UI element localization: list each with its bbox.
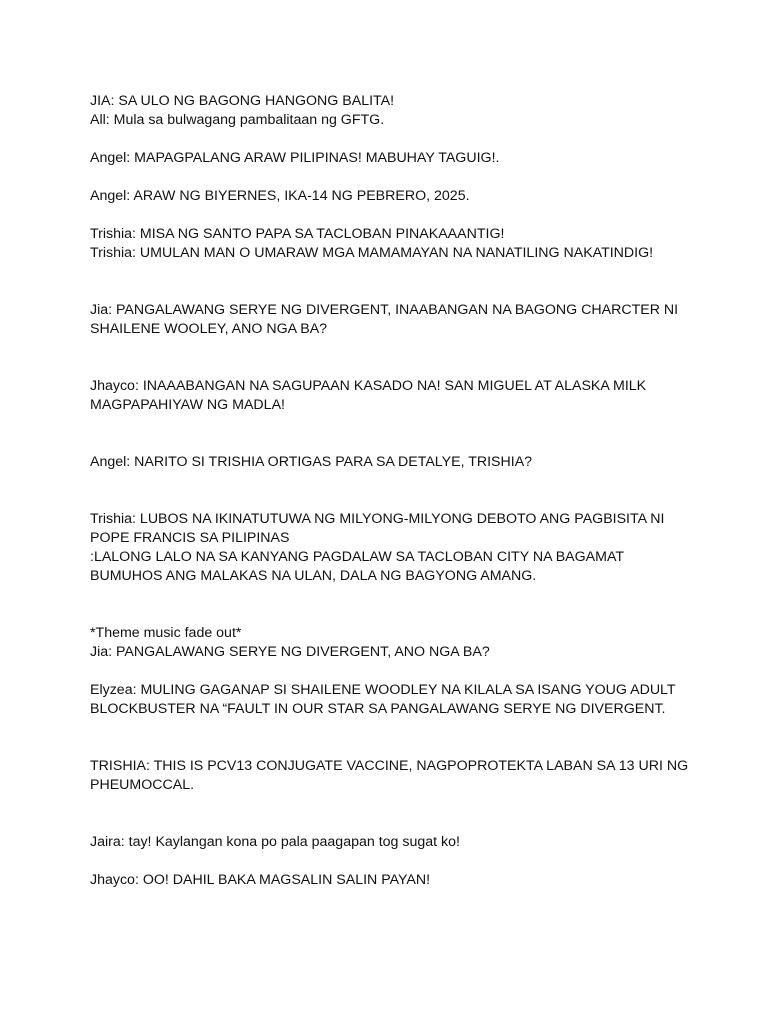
script-line: Trishia: UMULAN MAN O UMARAW MGA MAMAMAYAN NA NANATILING NAKATINDIG! <box>90 245 654 261</box>
paragraph-gap <box>90 852 690 871</box>
script-line: MAGPAPAHIYAW NG MADLA! <box>90 397 285 413</box>
script-line: Angel: MAPAGPALANG ARAW PILIPINAS! MABUHAY TAGUIG!. <box>90 150 500 166</box>
paragraph-gap <box>90 168 690 187</box>
script-line: Angel: NARITO SI TRISHIA ORTIGAS PARA SA DETALYE, TRISHIA? <box>90 454 533 470</box>
script-line: Elyzea: MULING GAGANAP SI SHAILENE WOODLEY NA KILALA SA ISANG YOUG ADULT <box>90 682 676 698</box>
script-line: :LALONG LALO NA SA KANYANG PAGDALAW SA TACLOBAN CITY NA BAGAMAT <box>90 549 625 565</box>
script-line: BUMUHOS ANG MALAKAS NA ULAN, DALA NG BAGYONG AMANG. <box>90 568 537 584</box>
paragraph-gap <box>90 415 690 453</box>
paragraph-gap <box>90 586 690 624</box>
paragraph-gap <box>90 472 690 510</box>
paragraph-gap <box>90 795 690 833</box>
script-line: Jia: PANGALAWANG SERYE NG DIVERGENT, ANO NGA BA? <box>90 644 490 660</box>
script-line: Jhayco: OO! DAHIL BAKA MAGSALIN SALIN PAYAN! <box>90 872 431 888</box>
script-line: SHAILENE WOOLEY, ANO NGA BA? <box>90 321 328 337</box>
script-line: Angel: ARAW NG BIYERNES, IKA-14 NG PEBRERO, 2025. <box>90 188 470 204</box>
script-line: *Theme music fade out* <box>90 625 242 641</box>
script-line: Trishia: LUBOS NA IKINATUTUWA NG MILYONG-MILYONG DEBOTO ANG PAGBISITA NI <box>90 511 665 527</box>
script-line: POPE FRANCIS SA PILIPINAS <box>90 530 290 546</box>
news-script <box>90 92 690 890</box>
paragraph-gap <box>90 339 690 377</box>
script-line: Jia: PANGALAWANG SERYE NG DIVERGENT, INAABANGAN NA BAGONG CHARCTER NI <box>90 302 679 318</box>
script-line: All: Mula sa bulwagang pambalitaan ng GFTG. <box>90 112 385 128</box>
script-line: BLOCKBUSTER NA “FAULT IN OUR STAR SA PANGALAWANG SERYE NG DIVERGENT. <box>90 701 666 717</box>
script-line: Jhayco: INAAABANGAN NA SAGUPAAN KASADO NA! SAN MIGUEL AT ALASKA MILK <box>90 378 647 394</box>
paragraph-gap <box>90 719 690 757</box>
script-line: JIA: SA ULO NG BAGONG HANGONG BALITA! <box>90 93 395 109</box>
paragraph-gap <box>90 662 690 681</box>
paragraph-gap <box>90 263 690 301</box>
paragraph-gap <box>90 130 690 149</box>
script-line: TRISHIA: THIS IS PCV13 CONJUGATE VACCINE, NAGPOPROTEKTA LABAN SA 13 URI NG <box>90 758 689 774</box>
script-line: Trishia: MISA NG SANTO PAPA SA TACLOBAN PINAKAAANTIG! <box>90 226 505 242</box>
script-line: Jaira: tay! Kaylangan kona po pala paagapan tog sugat ko! <box>90 834 460 850</box>
script-line: PHEUMOCCAL. <box>90 777 195 793</box>
paragraph-gap <box>90 206 690 225</box>
